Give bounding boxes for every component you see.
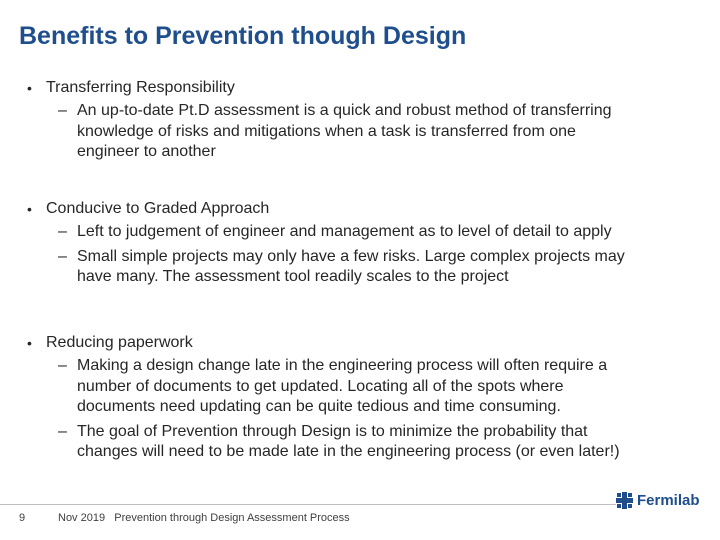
- fermilab-logo-icon: [616, 492, 633, 509]
- sub-bullet-line: An up-to-date Pt.D assessment is a quick and robust method of transferring: [77, 102, 612, 119]
- bullet-text: Conducive to Graded Approach: [46, 200, 270, 217]
- sub-bullet: [0, 356, 720, 418]
- bullet-marker: •: [27, 80, 32, 96]
- sub-bullet-marker: –: [58, 102, 67, 119]
- sub-bullet-marker: –: [58, 357, 67, 374]
- footer-divider: [0, 504, 616, 505]
- sub-bullet-line: changes will need to be made late in the engineering process (or even later!): [77, 443, 620, 460]
- sub-bullet-line: Small simple projects may only have a few risks. Large complex projects may: [77, 247, 625, 265]
- fermilab-logo: [616, 491, 700, 509]
- sub-bullet-line: knowledge of risks and mitigations when a task is transferred from one: [77, 122, 576, 140]
- sub-bullet-line: documents need updating can be quite tedious and time consuming.: [77, 398, 561, 415]
- sub-bullet: [0, 247, 720, 288]
- footer-presentation-title: Prevention through Design Assessment Process: [114, 512, 350, 524]
- sub-bullet-line: number of documents to get updated. Locating all of the spots where: [77, 377, 564, 395]
- sub-bullet-marker: –: [58, 247, 67, 265]
- slide-title: Benefits to Prevention though Design: [19, 22, 467, 50]
- sub-bullet: [0, 101, 720, 163]
- footer-caption: [58, 512, 350, 524]
- sub-bullet-line: Making a design change late in the engineering process will often require a: [77, 357, 608, 374]
- sub-bullet: [0, 222, 720, 243]
- sub-bullet-line: Left to judgement of engineer and management as to level of detail to apply: [77, 223, 612, 240]
- bullet-marker: •: [27, 335, 32, 351]
- fermilab-logo-text: Fermilab: [637, 491, 700, 509]
- sub-bullet-marker: –: [58, 422, 67, 440]
- sub-bullet-line: have many. The assessment tool readily scales to the project: [77, 268, 509, 285]
- bullet-marker: •: [27, 201, 32, 217]
- sub-bullet-marker: –: [58, 223, 67, 240]
- bullet-text: Transferring Responsibility: [46, 79, 235, 96]
- sub-bullet-line: engineer to another: [77, 143, 216, 160]
- bullet-text: Reducing paperwork: [46, 334, 193, 351]
- sub-bullet: [0, 422, 720, 463]
- page-number: 9: [19, 512, 26, 524]
- footer-date: Nov 2019: [58, 512, 106, 524]
- sub-bullet-line: The goal of Prevention through Design is to minimize the probability that: [77, 422, 588, 440]
